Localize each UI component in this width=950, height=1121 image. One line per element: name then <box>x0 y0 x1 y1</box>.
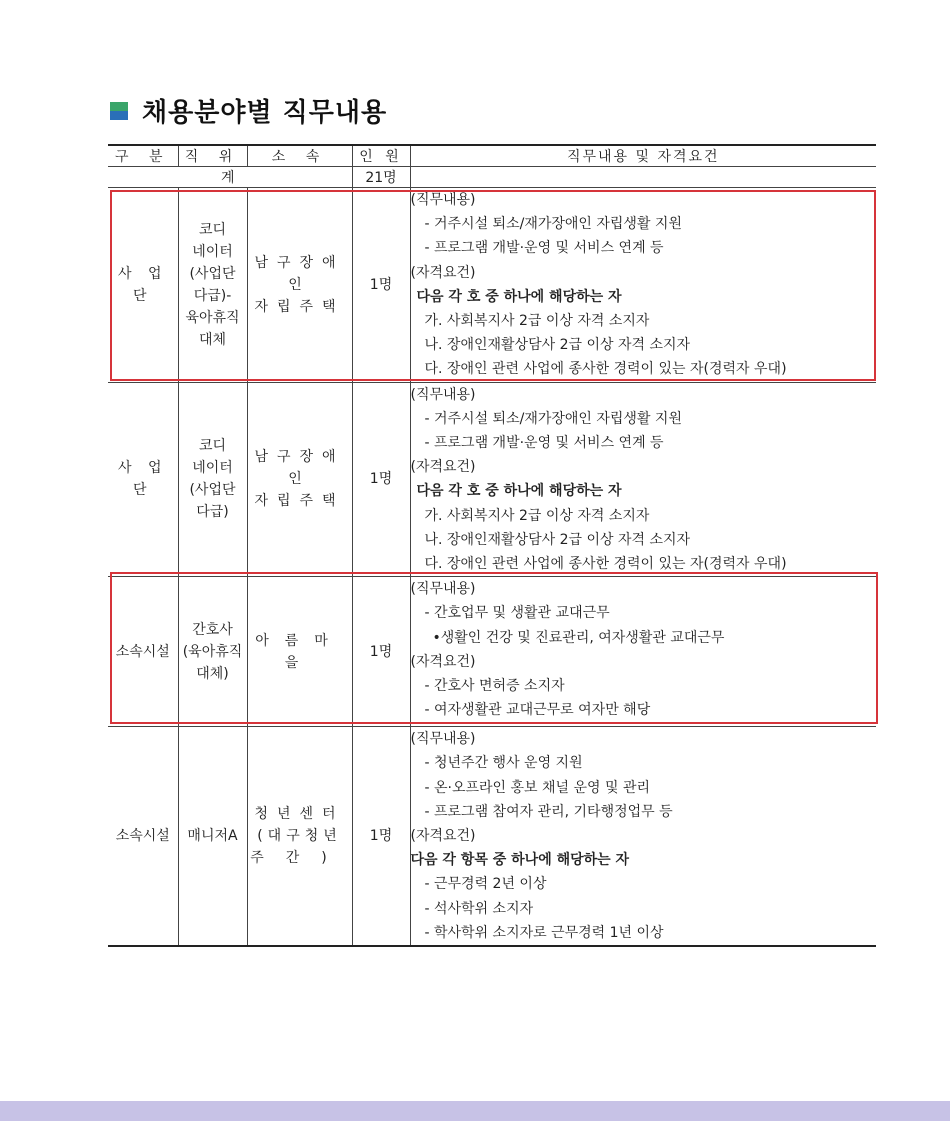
table-row <box>108 727 876 946</box>
table-row <box>108 188 876 383</box>
category-cell: 사 업 단 <box>108 382 178 577</box>
affiliation-cell: 남구장애인 자립주택 <box>247 188 352 383</box>
affiliation-cell: 청년센터 (대구청년 주간) <box>247 727 352 946</box>
count-cell: 1명 <box>352 727 410 946</box>
table-header-row <box>108 145 876 167</box>
heading-square-icon <box>110 102 128 120</box>
table-row <box>108 382 876 577</box>
job-table <box>108 144 876 947</box>
header-affiliation: 소 속 <box>247 145 352 167</box>
affiliation-cell: 아름마을 <box>247 577 352 727</box>
header-position: 직 위 <box>178 145 247 167</box>
total-label: 계 <box>108 167 352 188</box>
header-details: 직무내용 및 자격요건 <box>410 145 876 167</box>
position-cell: 코디 네이터 (사업단 다급)- 육아휴직 대체 <box>178 188 247 383</box>
total-count: 21명 <box>352 167 410 188</box>
position-cell: 간호사 (육아휴직 대체) <box>178 577 247 727</box>
position-cell: 매니저A <box>178 727 247 946</box>
affiliation-cell: 남구장애인 자립주택 <box>247 382 352 577</box>
footer-band <box>0 1101 950 1121</box>
details-cell: (직무내용) - 청년주간 행사 운영 지원 - 온·오프라인 홍보 채널 운영 및 관리 - 프로그램 참여자 관리, 기타행정업무 등 (자격요건) 다음 각 항목 중 하나에 해당하는 자 - 근무경력 2년 이상 - 석사학위 소지자 - 학사학위 소지자로 근무경력 1년 이상 <box>410 727 876 946</box>
count-cell: 1명 <box>352 577 410 727</box>
position-cell: 코디 네이터 (사업단 다급) <box>178 382 247 577</box>
count-cell: 1명 <box>352 188 410 383</box>
category-cell: 사 업 단 <box>108 188 178 383</box>
details-cell: (직무내용) - 간호업무 및 생활관 교대근무 •생활인 건강 및 진료관리, 여자생활관 교대근무 (자격요건) - 간호사 면허증 소지자 - 여자생활관 교대근무로 여자만 해당 <box>410 577 876 727</box>
details-cell: (직무내용) - 거주시설 퇴소/재가장애인 자립생활 지원 - 프로그램 개발·운영 및 서비스 연계 등 (자격요건) 다음 각 호 중 하나에 해당하는 자 가. 사회복지사 2급 이상 자격 소지자 나. 장애인재활상담사 2급 이상 자격 소지자 다. 장애인 관련 사업에 종사한 경력이 있는 자(경력자 우대) <box>410 188 876 383</box>
page-title: 채용분야별 직무내용 <box>142 98 388 128</box>
category-cell: 소속시설 <box>108 577 178 727</box>
total-row <box>108 167 876 188</box>
header-count: 인 원 <box>352 145 410 167</box>
details-cell: (직무내용) - 거주시설 퇴소/재가장애인 자립생활 지원 - 프로그램 개발·운영 및 서비스 연계 등 (자격요건) 다음 각 호 중 하나에 해당하는 자 가. 사회복지사 2급 이상 자격 소지자 나. 장애인재활상담사 2급 이상 자격 소지자 다. 장애인 관련 사업에 종사한 경력이 있는 자(경력자 우대) <box>410 382 876 577</box>
table-row <box>108 577 876 727</box>
count-cell: 1명 <box>352 382 410 577</box>
section-heading <box>110 92 387 129</box>
category-cell: 소속시설 <box>108 727 178 946</box>
header-category: 구 분 <box>108 145 178 167</box>
